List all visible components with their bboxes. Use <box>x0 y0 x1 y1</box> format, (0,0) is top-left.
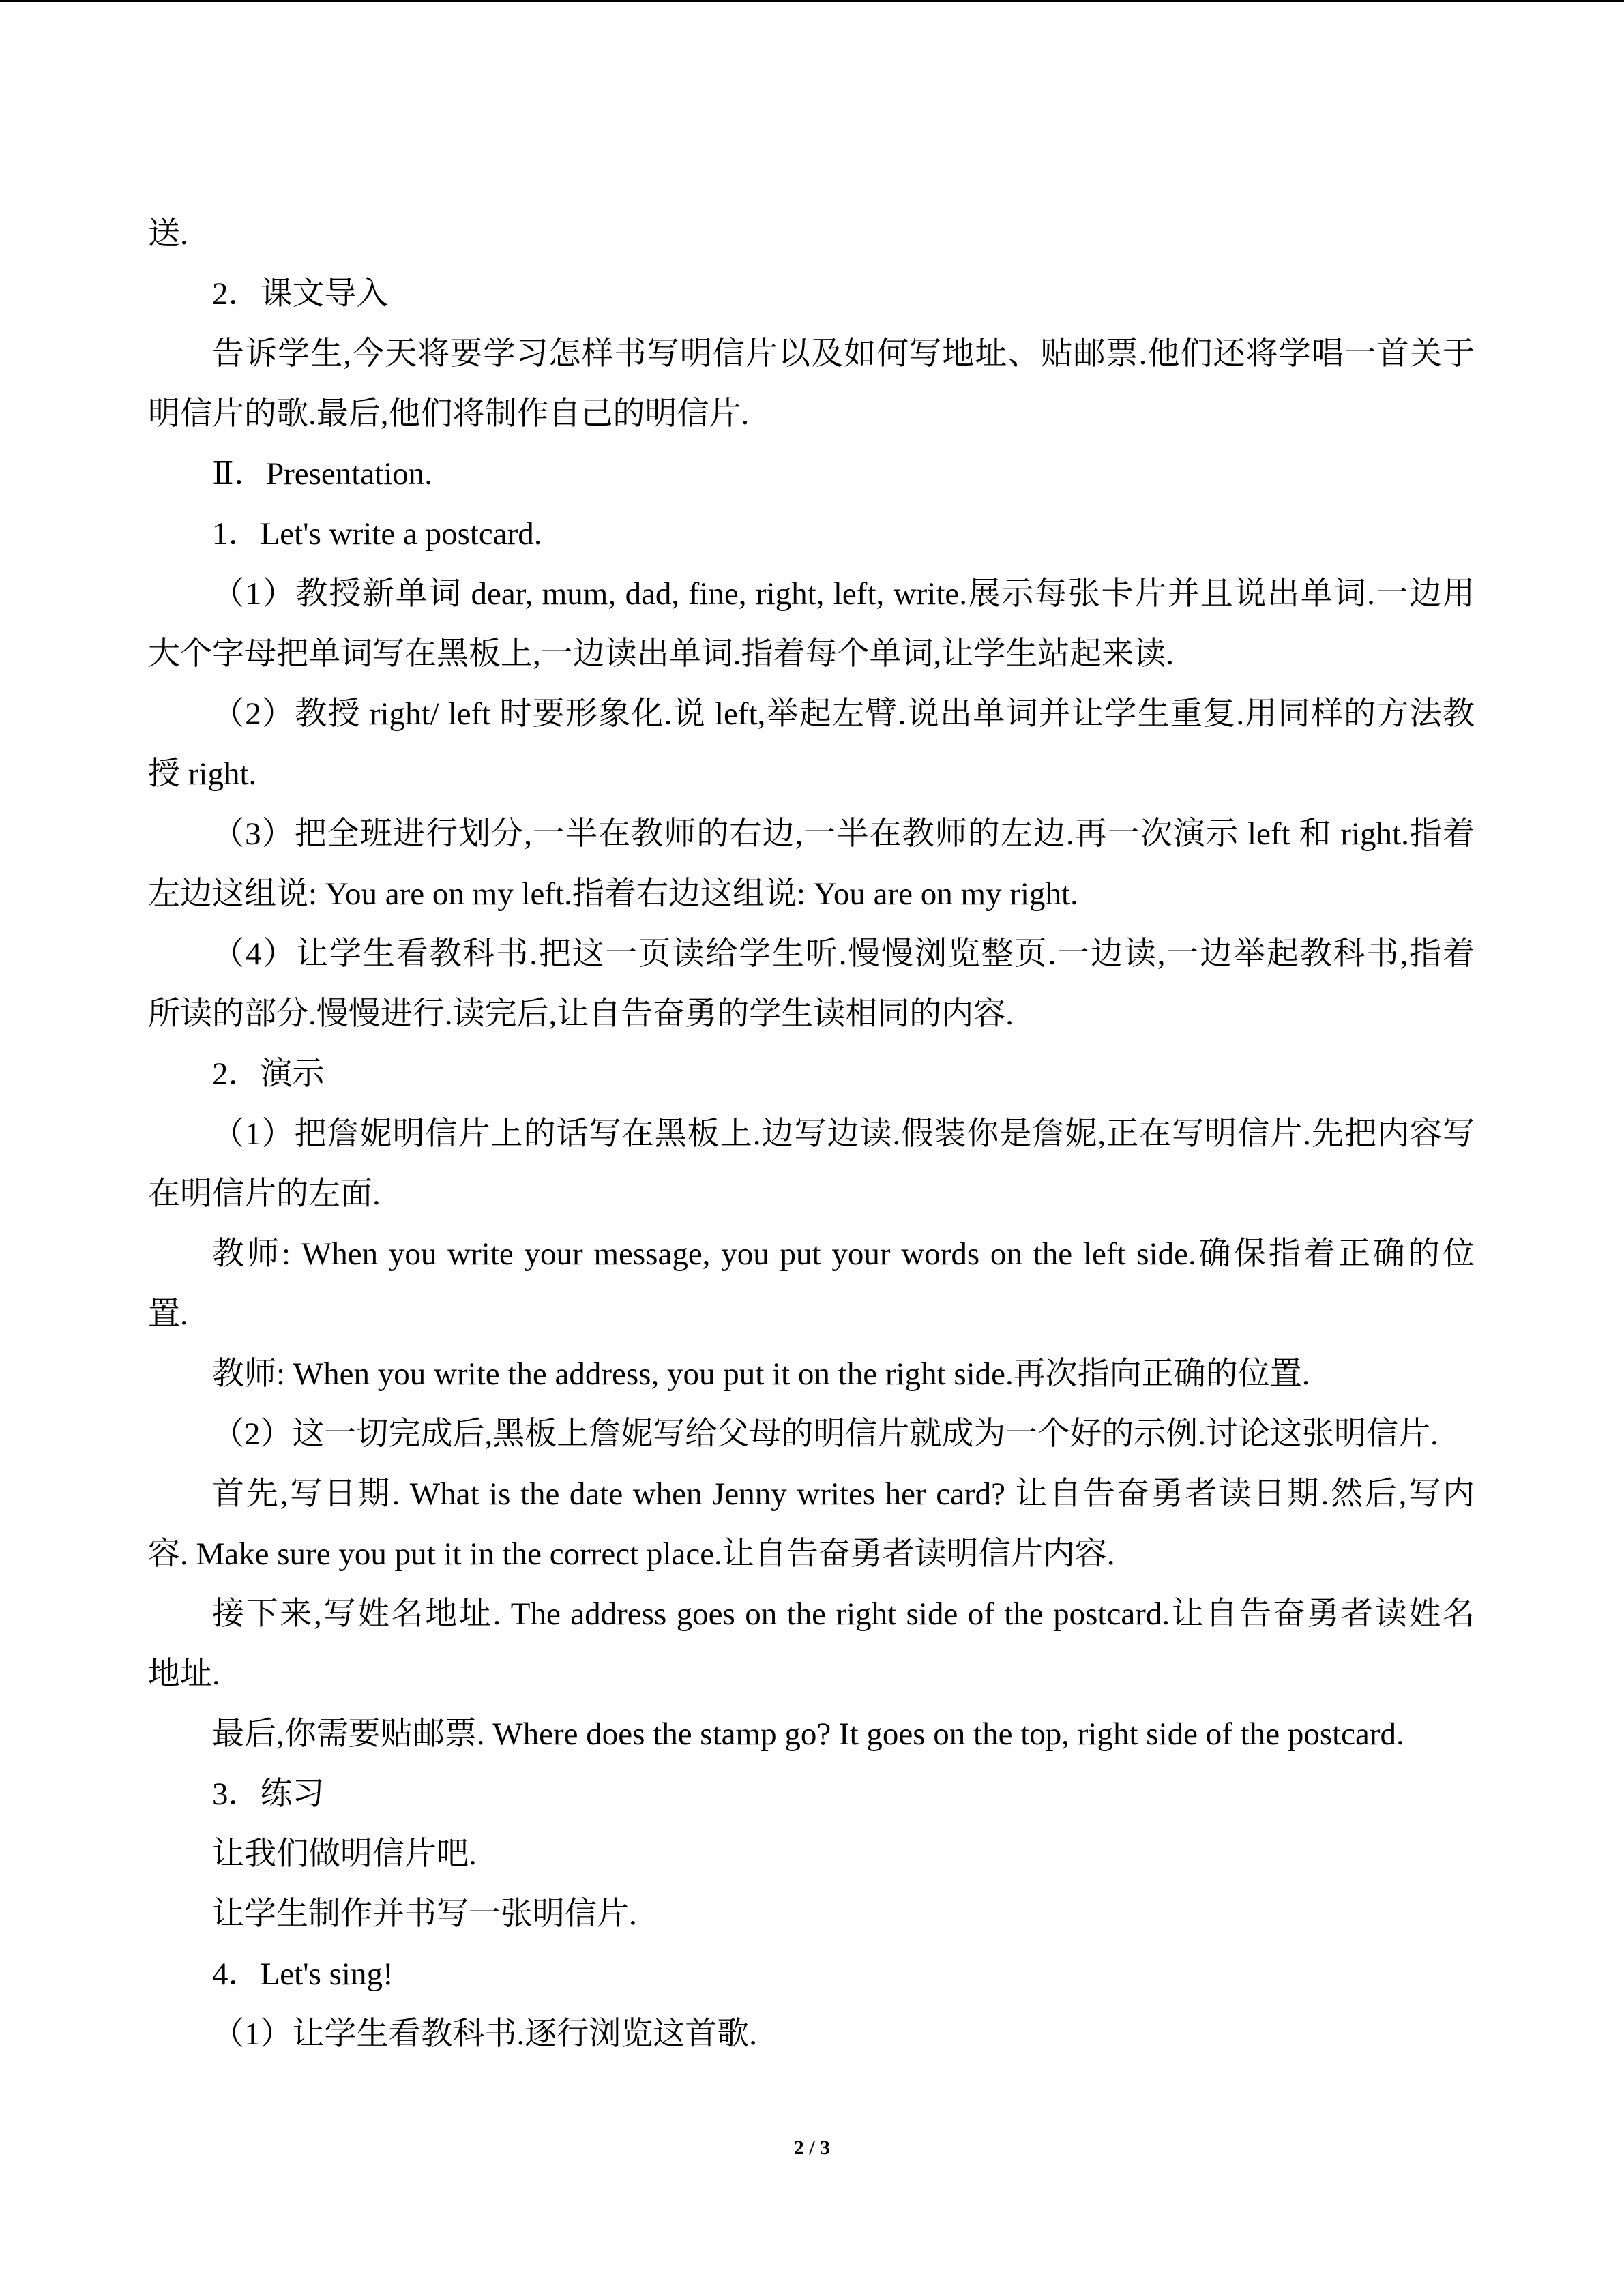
text-line: 让学生制作并书写一张明信片. <box>212 1896 637 1932</box>
page-top-border <box>0 0 1624 2</box>
text-line: 左边这组说: You are on my left.指着右边这组说: You are on my right. <box>148 876 1078 912</box>
text-line: （2）教授 right/ left 时要形象化.说 left,举起左臂.说出单词并让学生重复.用同样的方法教 <box>212 696 1475 732</box>
paragraph <box>148 2004 1475 2064</box>
text-line: Ⅱ．Presentation. <box>212 456 433 492</box>
paragraph <box>148 1704 1475 1764</box>
text-line: （1）让学生看教科书.逐行浏览这首歌. <box>212 2016 757 2052</box>
paragraph <box>148 1884 1475 1944</box>
text-line: 教师: When you write your message, you put your words on the left side.确保指着正确的位 <box>212 1236 1475 1272</box>
paragraph <box>148 1224 1475 1344</box>
text-line: （3）把全班进行划分,一半在教师的右边,一半在教师的左边.再一次演示 left 和 right.指着 <box>212 816 1475 852</box>
paragraph <box>148 924 1475 1044</box>
text-line: 让我们做明信片吧. <box>212 1836 477 1872</box>
paragraph <box>148 1344 1475 1404</box>
paragraph <box>148 324 1475 444</box>
section-heading <box>148 1044 1475 1104</box>
text-line: （1）教授新单词 dear, mum, dad, fine, right, left, write.展示每张卡片并且说出单词.一边用 <box>212 576 1475 612</box>
text-line: 最后,你需要贴邮票. Where does the stamp go? It goes on the top, right side of the postcard. <box>212 1716 1404 1752</box>
paragraph <box>148 1584 1475 1704</box>
paragraph <box>148 564 1475 684</box>
text-line: 大个字母把单词写在黑板上,一边读出单词.指着每个单词,让学生站起来读. <box>148 636 1174 672</box>
text-line: 教师: When you write the address, you put it on the right side.再次指向正确的位置. <box>212 1356 1310 1392</box>
text-line: 送. <box>148 216 188 252</box>
text-line: （4）让学生看教科书.把这一页读给学生听.慢慢浏览整页.一边读,一边举起教科书,指着 <box>212 936 1475 972</box>
section-heading <box>148 504 1475 564</box>
paragraph <box>148 1404 1475 1464</box>
text-line: 2．课文导入 <box>212 276 389 312</box>
text-line: 接下来,写姓名地址. The address goes on the right side of the postcard.让自告奋勇者读姓名 <box>212 1596 1475 1632</box>
section-heading <box>148 264 1475 324</box>
paragraph <box>148 1464 1475 1584</box>
text-line: 明信片的歌.最后,他们将制作自己的明信片. <box>148 396 750 432</box>
text-line: 容. Make sure you put it in the correct place.让自告奋勇者读明信片内容. <box>148 1536 1115 1572</box>
text-line: 置. <box>148 1296 188 1332</box>
paragraph <box>148 804 1475 924</box>
paragraph <box>148 1824 1475 1884</box>
document-body <box>148 204 1475 2064</box>
text-line: 在明信片的左面. <box>148 1176 381 1212</box>
text-line: 告诉学生,今天将要学习怎样书写明信片以及如何写地址、贴邮票.他们还将学唱一首关于 <box>212 336 1475 372</box>
paragraph <box>148 1104 1475 1224</box>
section-heading <box>148 444 1475 504</box>
paragraph <box>148 684 1475 804</box>
text-line: 4．Let's sing! <box>212 1956 394 1992</box>
text-line: 1．Let's write a postcard. <box>212 516 542 552</box>
text-line: 2．演示 <box>212 1056 325 1092</box>
section-heading <box>148 1764 1475 1824</box>
continued-paragraph <box>148 204 1475 264</box>
section-heading <box>148 1944 1475 2004</box>
text-line: 首先,写日期. What is the date when Jenny writes her card? 让自告奋勇者读日期.然后,写内 <box>212 1476 1475 1512</box>
page-number: 2 / 3 <box>793 2136 831 2159</box>
text-line: （1）把詹妮明信片上的话写在黑板上.边写边读.假装你是詹妮,正在写明信片.先把内容写 <box>212 1116 1475 1152</box>
text-line: （2）这一切完成后,黑板上詹妮写给父母的明信片就成为一个好的示例.讨论这张明信片. <box>212 1416 1438 1452</box>
text-line: 授 right. <box>148 756 257 792</box>
text-line: 所读的部分.慢慢进行.读完后,让自告奋勇的学生读相同的内容. <box>148 996 1014 1032</box>
text-line: 地址. <box>148 1656 220 1692</box>
text-line: 3．练习 <box>212 1776 325 1812</box>
